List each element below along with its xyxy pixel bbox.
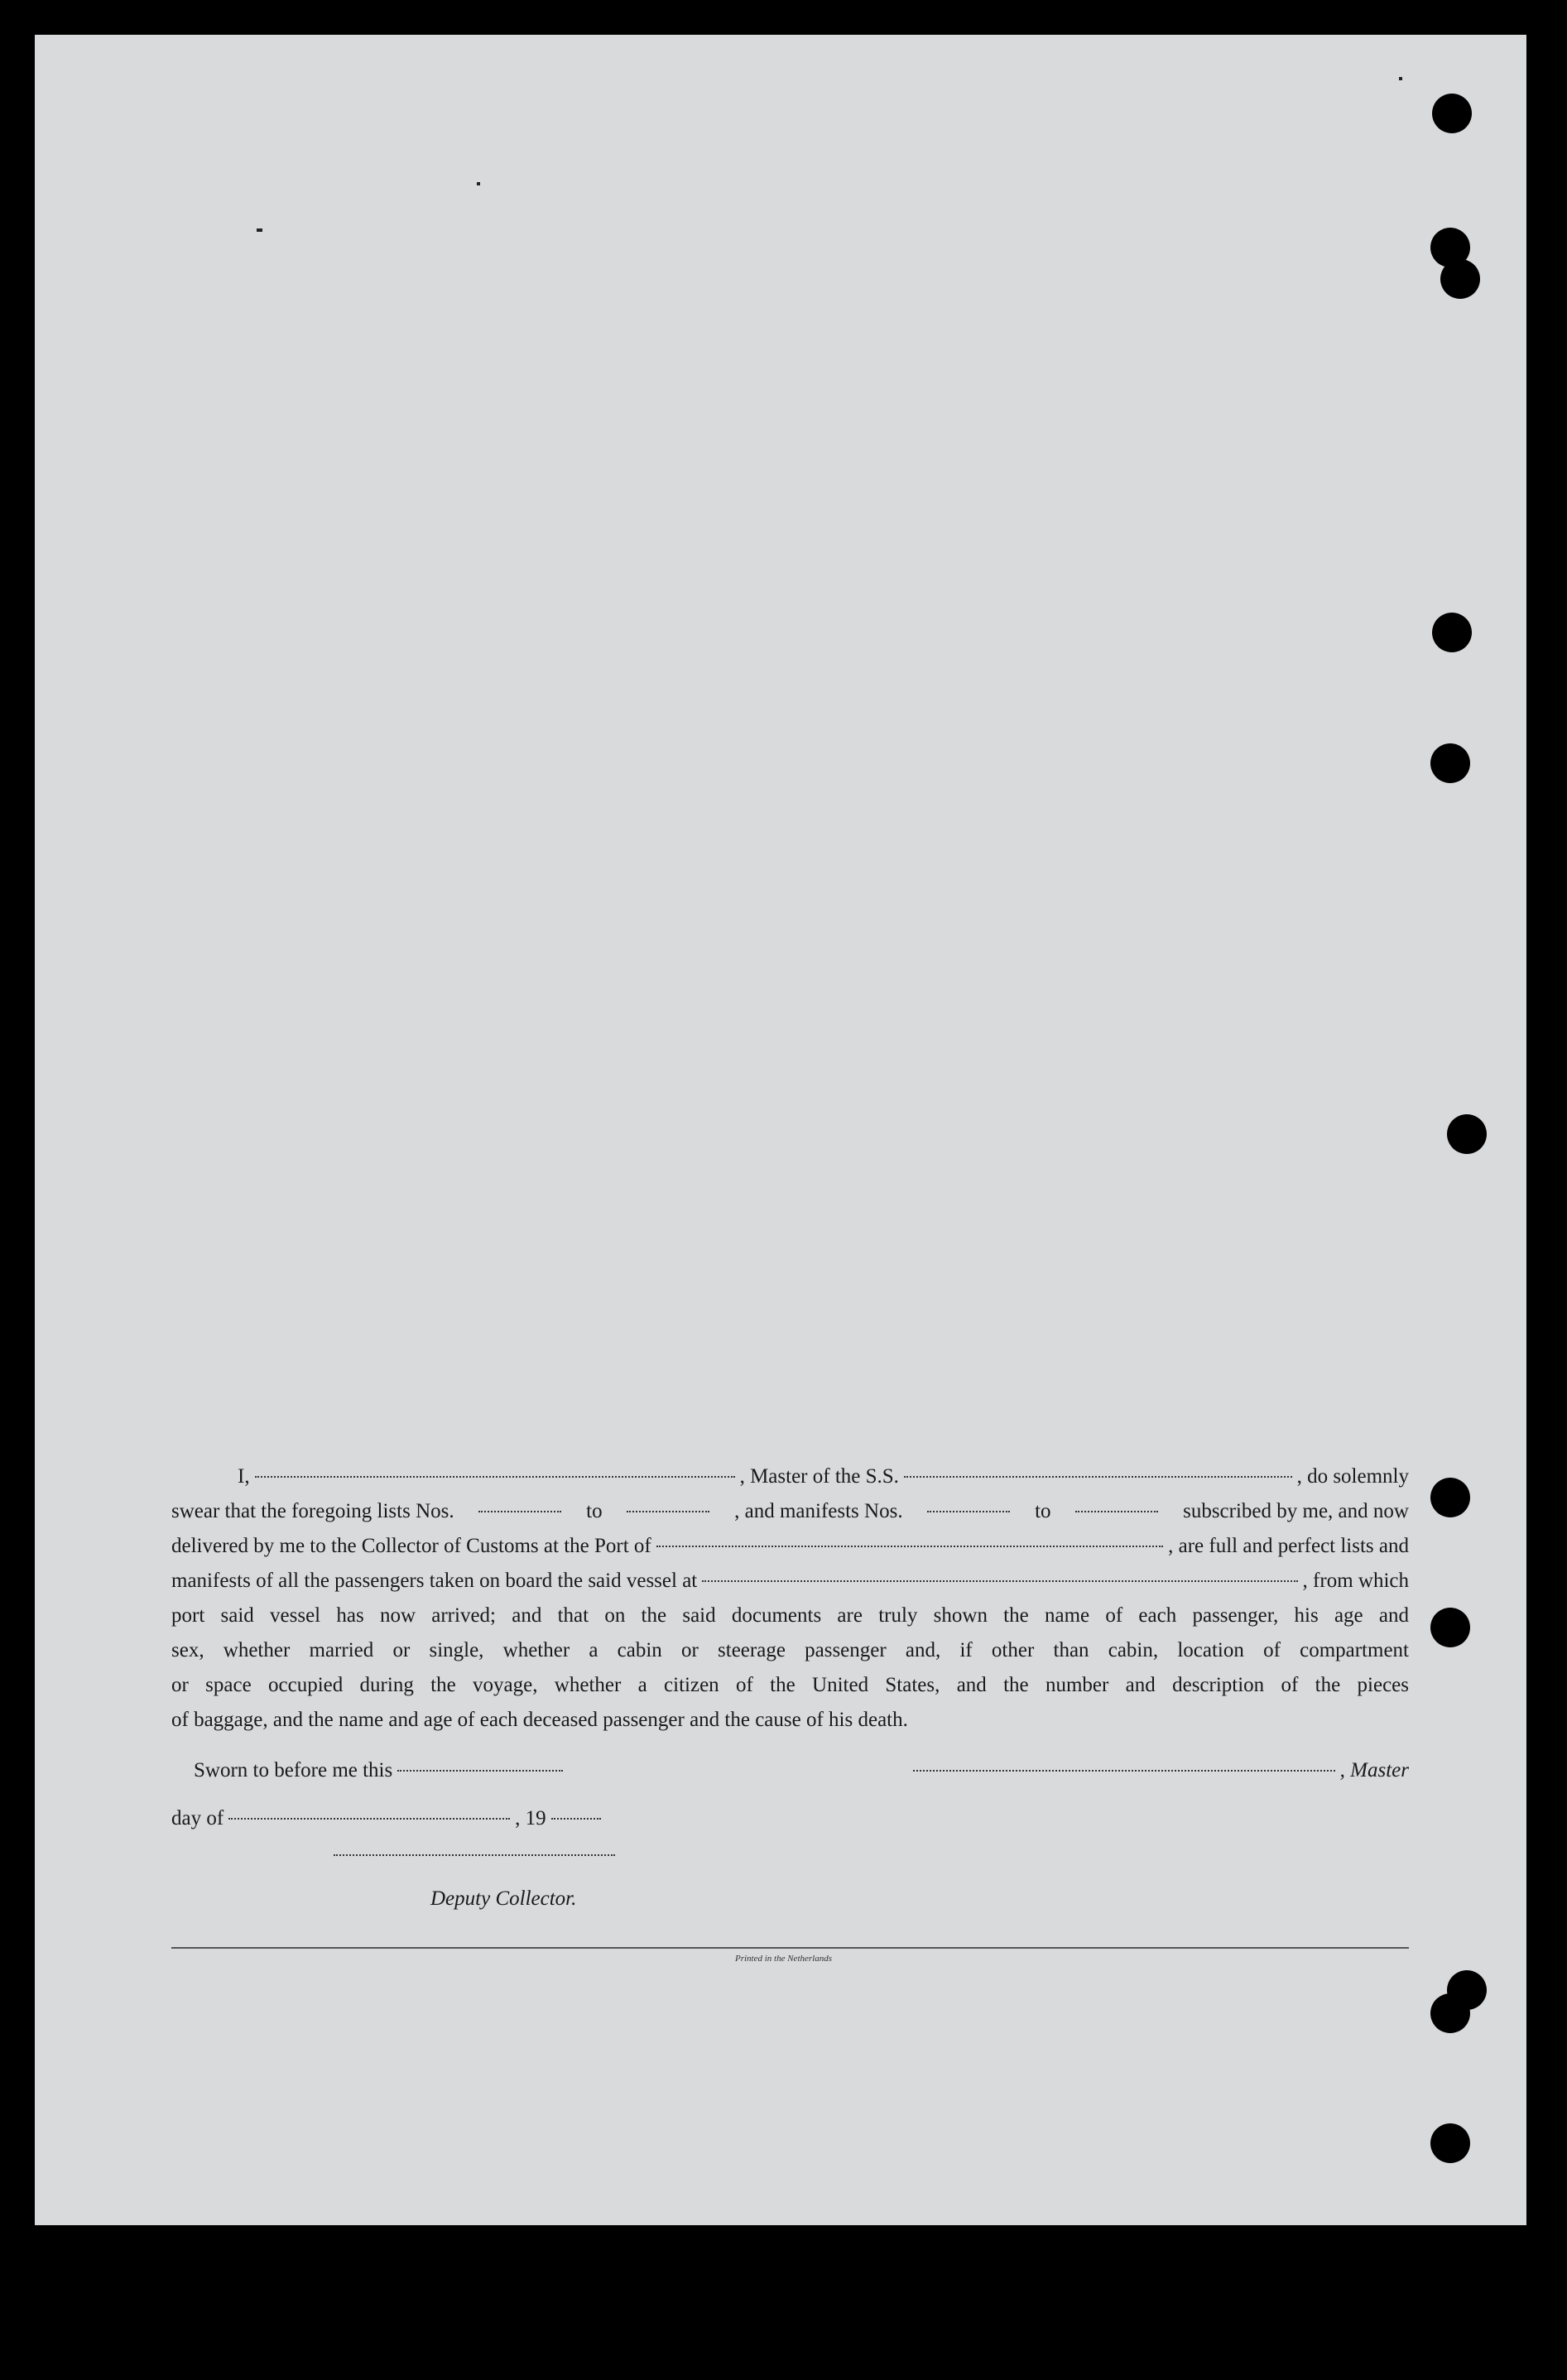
oath-paragraph bbox=[171, 1459, 1409, 1738]
month-field[interactable] bbox=[228, 1817, 510, 1820]
day-of-row bbox=[171, 1807, 1409, 1830]
punch-hole bbox=[1430, 2123, 1470, 2163]
oath-line-2 bbox=[171, 1494, 1409, 1529]
ship-name-field[interactable] bbox=[904, 1475, 1292, 1478]
deputy-signature-row bbox=[334, 1858, 615, 1861]
oath-line-6: sex, whether married or single, whether a cabin or steerage passenger and, if other than cabin, location of compartment bbox=[171, 1639, 1409, 1661]
punch-hole bbox=[1430, 1608, 1470, 1647]
i-label: I, bbox=[238, 1465, 250, 1488]
punch-hole bbox=[1430, 1478, 1470, 1517]
oath-line-4 bbox=[171, 1564, 1409, 1599]
punch-hole bbox=[1432, 613, 1472, 652]
embark-port-field[interactable] bbox=[702, 1579, 1297, 1582]
do-solemnly-label: , do solemnly bbox=[1296, 1465, 1409, 1488]
master-label: , Master bbox=[1339, 1759, 1409, 1781]
to-label-1: to bbox=[586, 1500, 603, 1522]
and-manifests-label: , and manifests Nos. bbox=[734, 1500, 903, 1522]
punch-hole bbox=[1440, 259, 1480, 299]
are-full-label: , are full and perfect lists and bbox=[1168, 1535, 1409, 1557]
footer-rule bbox=[171, 1947, 1409, 1949]
punch-hole bbox=[1430, 743, 1470, 783]
punch-hole bbox=[1447, 1114, 1487, 1154]
year-prefix-label: , 19 bbox=[515, 1807, 546, 1829]
master-signature-field[interactable] bbox=[913, 1769, 1335, 1772]
deputy-row bbox=[430, 1887, 679, 1911]
oath-line-7: or space occupied during the voyage, whether a citizen of the United States, and the number and description of the pieces bbox=[171, 1674, 1409, 1696]
document-page bbox=[35, 35, 1526, 2225]
oath-line-5: port said vessel has now arrived; and that on the said documents are truly shown the name of each passenger, his age and bbox=[171, 1604, 1409, 1627]
deputy-collector-label: Deputy Collector. bbox=[430, 1887, 577, 1910]
master-name-field[interactable] bbox=[255, 1475, 735, 1478]
manifest-to-field[interactable] bbox=[1075, 1510, 1158, 1512]
to-label-2: to bbox=[1035, 1500, 1051, 1522]
speck bbox=[1399, 77, 1402, 80]
subscribed-label: subscribed by me, and now bbox=[1183, 1500, 1409, 1522]
oath-line-8: of baggage, and the name and age of each deceased passenger and the cause of his death. bbox=[171, 1709, 908, 1731]
manifests-of-label: manifests of all the passengers taken on board the said vessel at bbox=[171, 1570, 698, 1592]
oath-line-3 bbox=[171, 1529, 1409, 1564]
swear-lists-label: swear that the foregoing lists Nos. bbox=[171, 1500, 454, 1522]
from-which-label: , from which bbox=[1302, 1570, 1409, 1592]
sworn-row bbox=[171, 1759, 1409, 1782]
speck bbox=[477, 182, 480, 185]
punch-hole bbox=[1430, 1993, 1470, 2033]
sworn-label: Sworn to before me this bbox=[194, 1759, 393, 1781]
delivered-label: delivered by me to the Collector of Customs at the Port of bbox=[171, 1535, 651, 1557]
list-to-field[interactable] bbox=[627, 1510, 709, 1512]
printed-note: Printed in the Netherlands bbox=[734, 1954, 832, 1964]
year-field[interactable] bbox=[551, 1817, 601, 1820]
manifest-from-field[interactable] bbox=[927, 1510, 1010, 1512]
port-field[interactable] bbox=[656, 1545, 1163, 1547]
master-of-ss-label: , Master of the S.S. bbox=[739, 1465, 899, 1488]
day-of-label: day of bbox=[171, 1807, 224, 1829]
oath-line-1 bbox=[171, 1459, 1409, 1494]
punch-hole bbox=[1432, 94, 1472, 133]
list-from-field[interactable] bbox=[478, 1510, 561, 1512]
sworn-day-field[interactable] bbox=[397, 1769, 563, 1772]
speck bbox=[257, 228, 262, 232]
deputy-signature-field[interactable] bbox=[334, 1854, 615, 1856]
